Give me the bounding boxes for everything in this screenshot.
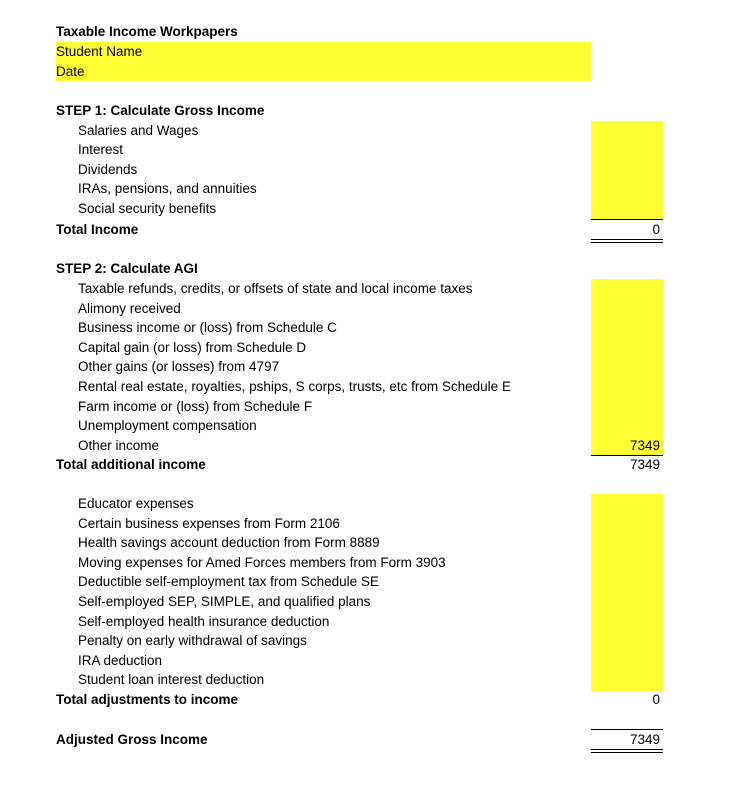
step1-heading: STEP 1: Calculate Gross Income: [56, 103, 265, 118]
social-security-label: Social security benefits: [78, 201, 217, 216]
farm-income-label: Farm income or (loss) from Schedule F: [78, 398, 313, 414]
total-adjustments-label: Total adjustments to income: [56, 692, 239, 707]
student-loan-label: Student loan interest deduction: [78, 672, 265, 688]
total-adjustments-value[interactable]: 0: [652, 692, 660, 707]
taxable-refunds-label: Taxable refunds, credits, or offsets of state and local income taxes: [78, 281, 473, 296]
step2-heading: STEP 2: Calculate AGI: [56, 261, 198, 276]
unemployment-label: Unemployment compensation: [78, 418, 257, 434]
ira-deduction-label: IRA deduction: [78, 652, 163, 668]
step1-input-column[interactable]: [591, 121, 663, 219]
total-income-double-underline: [591, 239, 663, 243]
total-additional-income-value[interactable]: 7349: [629, 457, 660, 473]
rental-real-estate-label: Rental real estate, royalties, pships, S corps, trusts, etc from Schedule E: [78, 379, 511, 394]
educator-expenses-label: Educator expenses: [78, 496, 194, 511]
agi-value[interactable]: 7349: [629, 732, 660, 747]
moving-expenses-label: Moving expenses for Amed Forces members from Form 3903: [78, 554, 446, 570]
other-income-label: Other income: [78, 437, 160, 453]
interest-label: Interest: [78, 142, 124, 158]
worksheet-title: Taxable Income Workpapers: [56, 24, 238, 39]
agi-label: Adjusted Gross Income: [56, 732, 208, 747]
total-income-label: Total Income: [56, 222, 139, 237]
self-employment-tax-label: Deductible self-employment tax from Schedule SE: [78, 574, 379, 590]
other-gains-label: Other gains (or losses) from 4797: [78, 359, 280, 375]
student-name-cell[interactable]: Student Name: [56, 42, 591, 62]
sep-simple-label: Self-employed SEP, SIMPLE, and qualified plans: [78, 594, 371, 609]
hsa-deduction-label: Health savings account deduction from Form 8889: [78, 535, 380, 551]
total-income-value[interactable]: 0: [652, 222, 660, 237]
business-income-label: Business income or (loss) from Schedule C: [78, 320, 337, 336]
total-additional-income-label: Total additional income: [56, 457, 206, 473]
health-insurance-label: Self-employed health insurance deduction: [78, 613, 330, 629]
business-expenses-2106-label: Certain business expenses from Form 2106: [78, 515, 340, 531]
step2-input-column[interactable]: [591, 279, 663, 455]
early-withdrawal-label: Penalty on early withdrawal of savings: [78, 633, 307, 649]
date-cell[interactable]: Date: [56, 62, 591, 82]
capital-gain-label: Capital gain (or loss) from Schedule D: [78, 339, 307, 355]
adjustments-input-column[interactable]: [591, 494, 663, 691]
iras-label: IRAs, pensions, and annuities: [78, 181, 257, 197]
salaries-label: Salaries and Wages: [78, 122, 199, 138]
alimony-label: Alimony received: [78, 300, 181, 316]
agi-double-underline: [591, 749, 663, 753]
other-income-value[interactable]: 7349: [629, 437, 660, 453]
dividends-label: Dividends: [78, 161, 138, 177]
